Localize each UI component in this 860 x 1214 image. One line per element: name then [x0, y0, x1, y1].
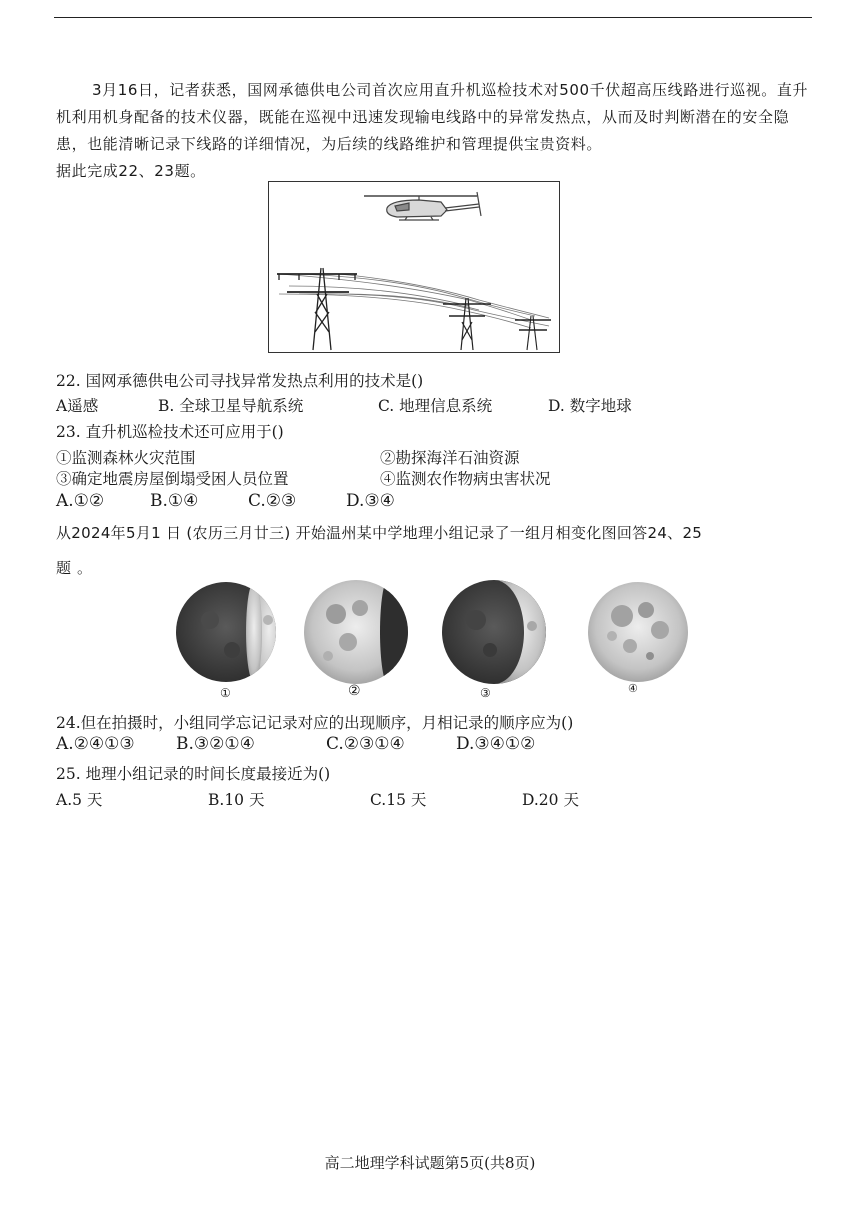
q22-option-d: D. 数字地球: [548, 397, 632, 415]
q22-option-a: A遥感: [56, 397, 99, 415]
q22-option-c: C. 地理信息系统: [378, 397, 493, 415]
moon-image-4: [588, 582, 688, 682]
q23-option-a: A.①②: [56, 491, 105, 511]
moon-intro-line2: 题 。: [56, 559, 93, 577]
q22-option-b: B. 全球卫星导航系统: [158, 397, 304, 415]
moon-label-1: ①: [220, 686, 231, 700]
q24-stem: 24.但在拍摄时，小组同学忘记记录对应的出现顺序，月相记录的顺序应为(): [56, 714, 574, 732]
q25-stem: 25. 地理小组记录的时间长度最接近为(): [56, 765, 331, 783]
q25-option-a: A.5 天: [56, 791, 103, 809]
q25-option-c: C.15 天: [370, 791, 427, 809]
q23-item-3: ③确定地震房屋倒塌受困人员位置: [56, 470, 289, 488]
q22-stem: 22. 国网承德供电公司寻找异常发热点利用的技术是(): [56, 372, 424, 390]
helicopter-icon: [364, 192, 481, 220]
moon-label-4: ④: [628, 682, 638, 695]
q23-option-c: C.②③: [248, 491, 297, 511]
helicopter-illustration: [269, 182, 559, 352]
moon-image-2: [304, 580, 418, 690]
q23-option-b: B.①④: [150, 491, 199, 511]
moon-label-3: ③: [480, 686, 491, 700]
power-tower-icon: [515, 316, 551, 350]
q24-option-a: A.②④①③: [56, 734, 135, 754]
intro-paragraph: 3月16日，记者获悉，国网承德供电公司首次应用直升机巡检技术对500千伏超高压线路进行巡视。直升机利用机身配备的技术仪器，既能在巡视中迅速发现输电线路中的异常发热点，从而及时判断潜在的安全隐患，也能清晰记录下线路的详细情况，为后续的线路维护和管理提供宝贵资料。: [56, 81, 809, 153]
q24-option-d: D.③④①②: [456, 734, 536, 754]
moon-phases: [160, 580, 700, 704]
q23-option-d: D.③④: [346, 491, 395, 511]
q25-option-d: D.20 天: [522, 791, 579, 809]
moon-image-1: [176, 580, 284, 690]
moon-phase-figure: [160, 580, 700, 704]
moon-label-2: ②: [348, 683, 361, 699]
helicopter-figure: [268, 181, 560, 353]
q24-option-b: B.③②①④: [176, 734, 255, 754]
page-footer: 高二地理学科试题第5页(共8页): [324, 1154, 536, 1172]
q23-item-2: ②勘探海洋石油资源: [380, 449, 520, 467]
moon-intro-line1: 从2024年5月1 日 (农历三月廿三) 开始温州某中学地理小组记录了一组月相变化图回答24、25: [56, 524, 703, 542]
q23-stem: 23. 直升机巡检技术还可应用于(): [56, 423, 284, 441]
q23-item-4: ④监测农作物病虫害状况: [380, 470, 551, 488]
moon-image-3: [442, 580, 546, 684]
intro-instruction: 据此完成22、23题。: [56, 162, 206, 180]
q23-item-1: ①监测森林火灾范围: [56, 449, 196, 467]
q24-option-c: C.②③①④: [326, 734, 405, 754]
q25-option-b: B.10 天: [208, 791, 265, 809]
top-rule: [54, 17, 812, 18]
